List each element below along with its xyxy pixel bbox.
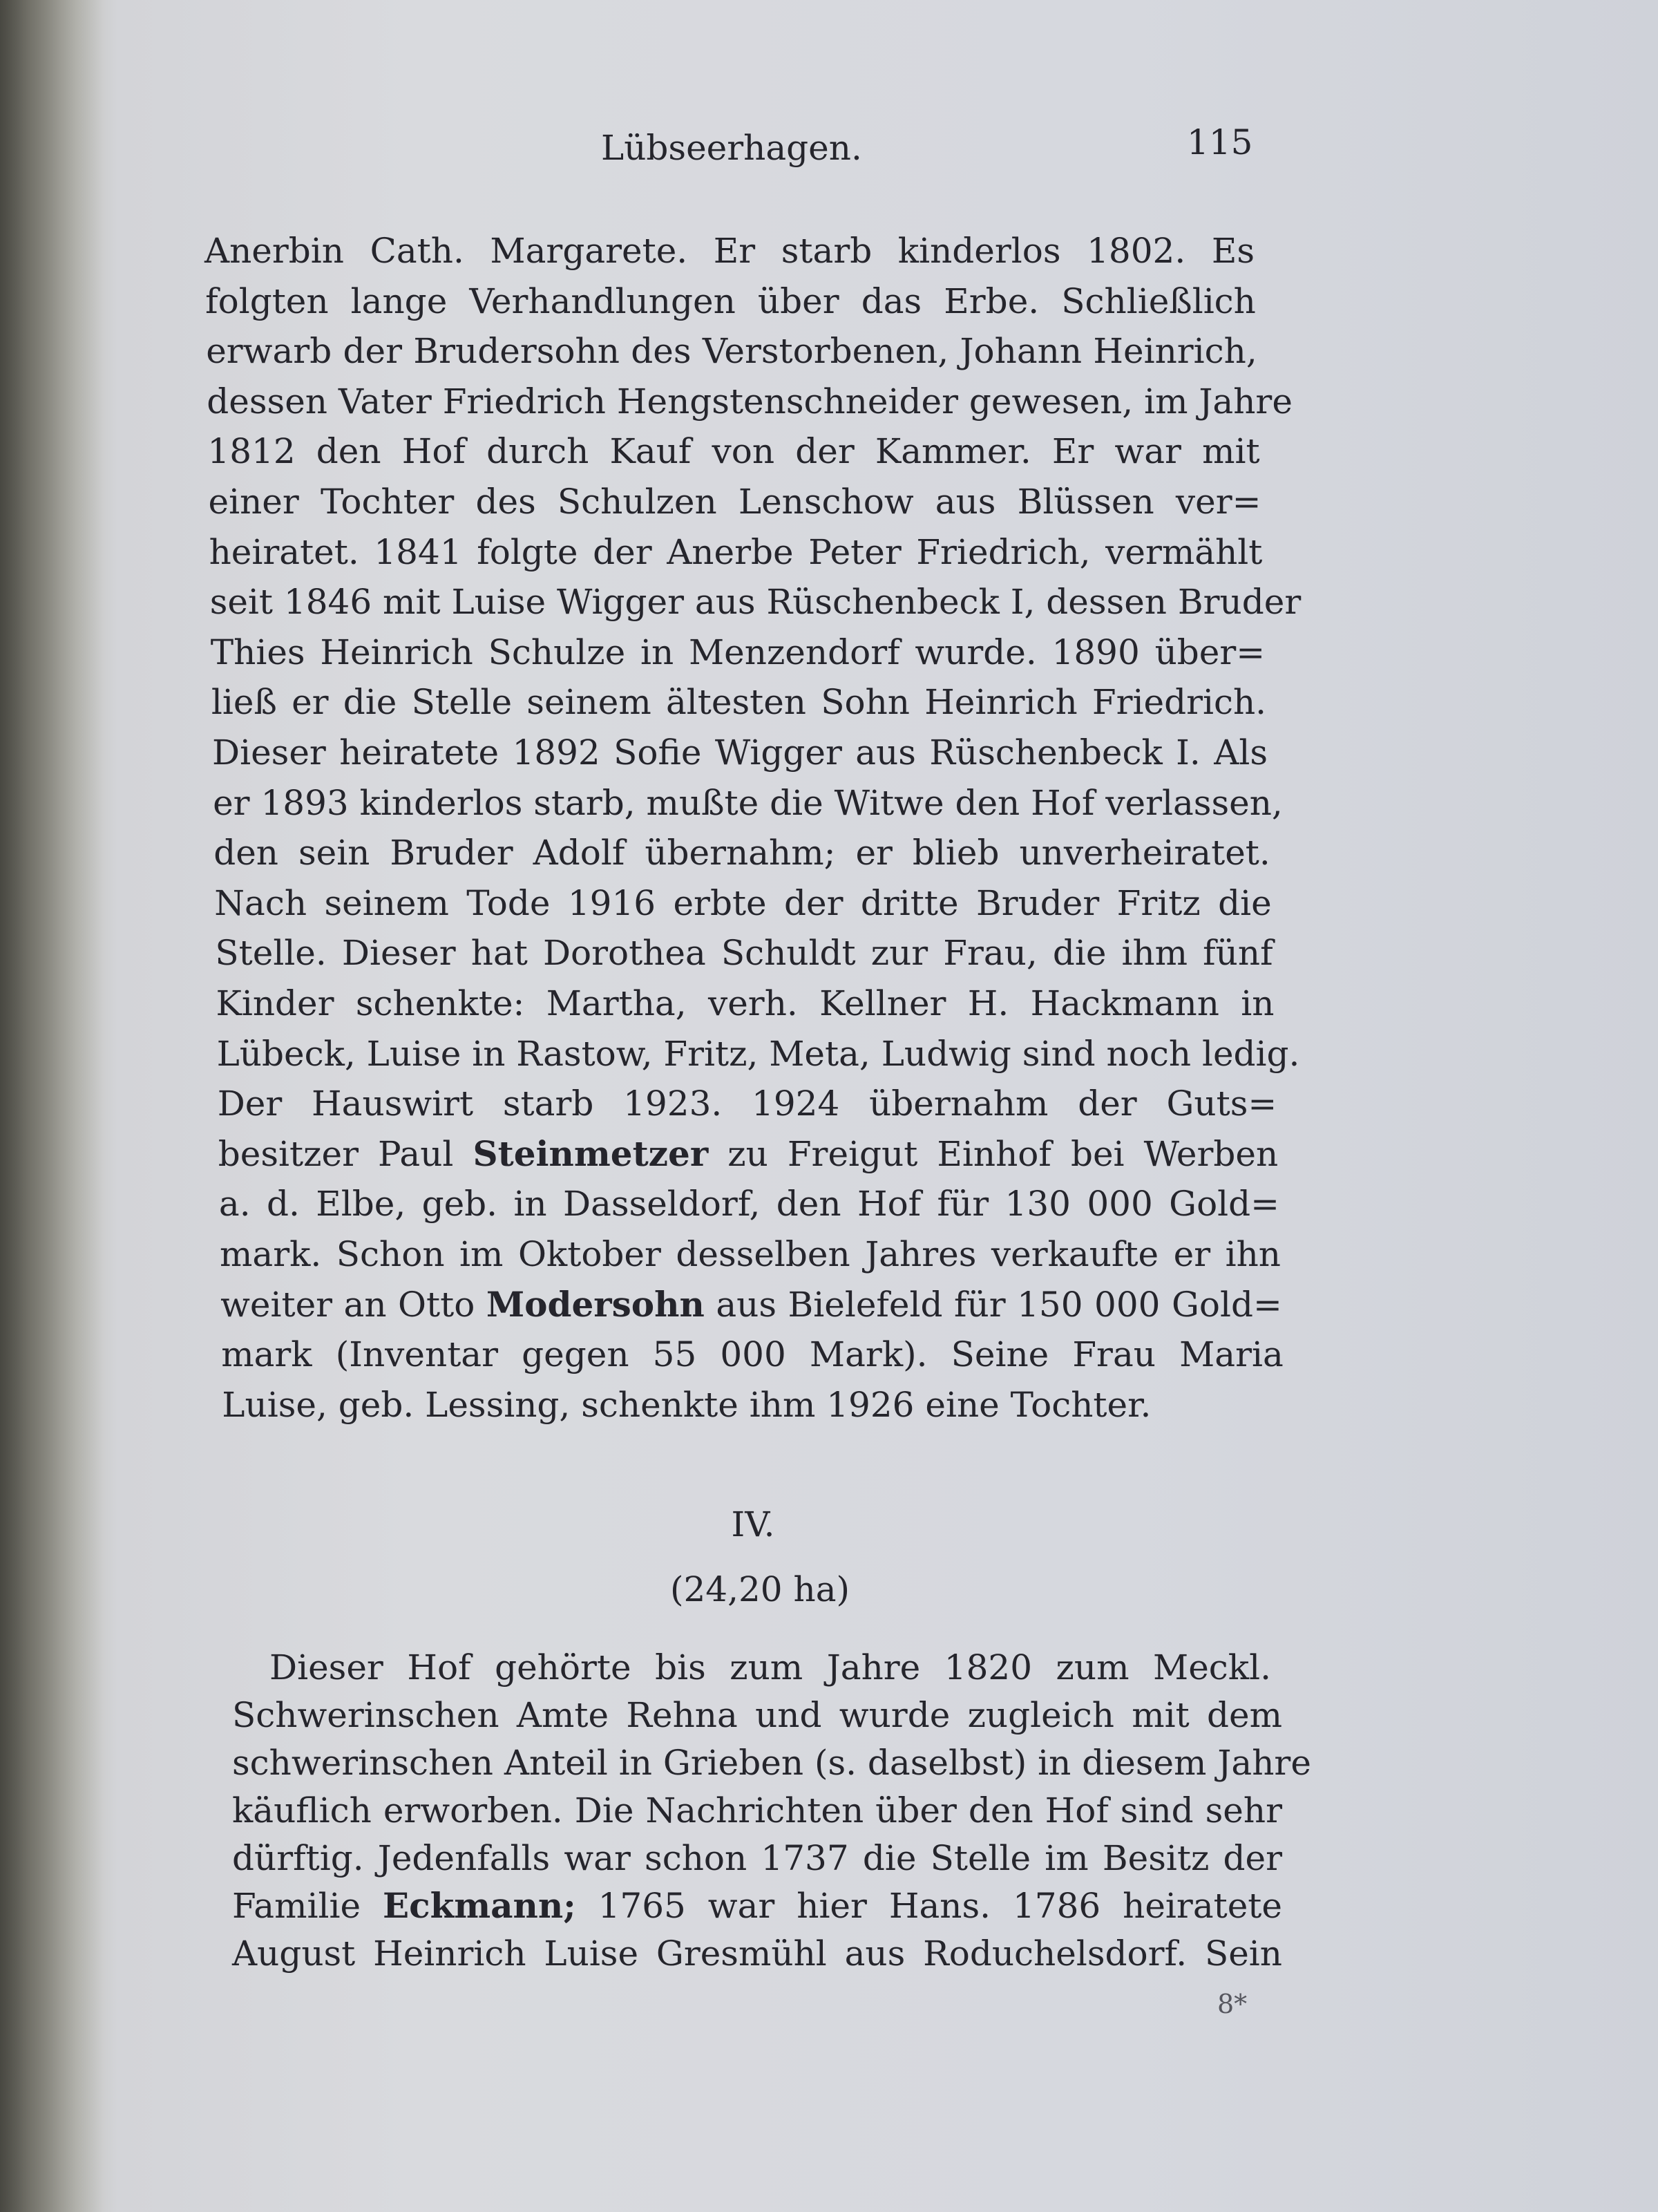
text-line: mark. Schon im Oktober desselben Jahres verkaufte er ihn [220,1234,1281,1274]
text-line: Thies Heinrich Schulze in Menzendorf wurde. 1890 über= [210,632,1266,672]
text-line: Der Hauswirt starb 1923. 1924 übernahm der Guts= [217,1084,1277,1124]
text-line: Dieser heiratete 1892 Sofie Wigger aus Rüschenbeck I. Als [212,732,1268,773]
text-line: August Heinrich Luise Gresmühl aus Roduchelsdorf. Sein [232,1934,1282,1974]
text-line: ließ er die Stelle seinem ältesten Sohn Heinrich Friedrich. [211,682,1267,723]
text-line: Stelle. Dieser hat Dorothea Schuldt zur Frau, die ihm fünf [215,933,1273,974]
text-line: a. d. Elbe, geb. in Dasseldorf, den Hof für 130 000 Gold= [218,1184,1280,1225]
text-line: schwerinschen Anteil in Grieben (s. daselbst) in diesem Jahre [232,1743,1311,1783]
text-line: Luise, geb. Lessing, schenkte ihm 1926 eine Tochter. [222,1384,1152,1425]
page-number: 115 [1187,122,1253,162]
text-line: Dieser Hof gehörte bis zum Jahre 1820 zum Meckl. [269,1647,1271,1688]
text-line: folgten lange Verhandlungen über das Erbe. Schließlich [205,281,1256,321]
text-line: heiratet. 1841 folgte der Anerbe Peter Friedrich, vermählt [209,531,1263,572]
text-line: erwarb der Brudersohn des Verstorbenen, Johann Heinrich, [206,331,1257,372]
text-line: 1812 den Hof durch Kauf von der Kammer. Er war mit [207,431,1260,472]
text-line: Nach seinem Tode 1916 erbte der dritte Bruder Fritz die [214,882,1272,923]
text-line: Anerbin Cath. Margarete. Er starb kinderlos 1802. Es [204,231,1255,271]
text-line: dessen Vater Friedrich Hengstenschneider gewesen, im Jahre [207,381,1293,422]
bold-name: Eckmann; [383,1885,576,1926]
bold-name: Modersohn [486,1283,705,1325]
text-line: käuflich erworben. Die Nachrichten über den Hof sind sehr [232,1790,1282,1831]
text-line: mark (Inventar gegen 55 000 Mark). Seine Frau Maria [221,1334,1284,1375]
text-line: er 1893 kinderlos starb, mußte die Witwe den Hof verlassen, [213,782,1283,823]
text-line: besitzer Paul Steinmetzer zu Freigut Einhof bei Werben [218,1133,1279,1174]
text-line: Lübeck, Luise in Rastow, Fritz, Meta, Ludwig sind noch ledig. [216,1033,1300,1074]
text-line: Familie Eckmann; 1765 war hier Hans. 1786 heiratete [232,1885,1282,1926]
signature-mark: 8* [1217,1989,1248,2019]
section-number: IV. [731,1504,775,1544]
bold-name: Steinmetzer [473,1133,709,1174]
text-line: Kinder schenkte: Martha, verh. Kellner H. Hackmann in [216,983,1275,1023]
text-line: den sein Bruder Adolf übernahm; er blieb unverheiratet. [213,833,1270,873]
text-line: Schwerinschen Amte Rehna und wurde zugleich mit dem [232,1695,1282,1735]
section-area: (24,20 ha) [669,1569,850,1609]
running-title: Lübseerhagen. [601,128,862,168]
text-line: weiter an Otto Modersohn aus Bielefeld für 150 000 Gold= [220,1283,1282,1325]
text-line: seit 1846 mit Luise Wigger aus Rüschenbeck I, dessen Bruder [209,582,1302,623]
book-spine-shadow [0,0,104,2212]
text-line: dürftig. Jedenfalls war schon 1737 die Stelle im Besitz der [232,1838,1282,1878]
text-line: einer Tochter des Schulzen Lenschow aus Blüssen ver= [208,482,1261,522]
